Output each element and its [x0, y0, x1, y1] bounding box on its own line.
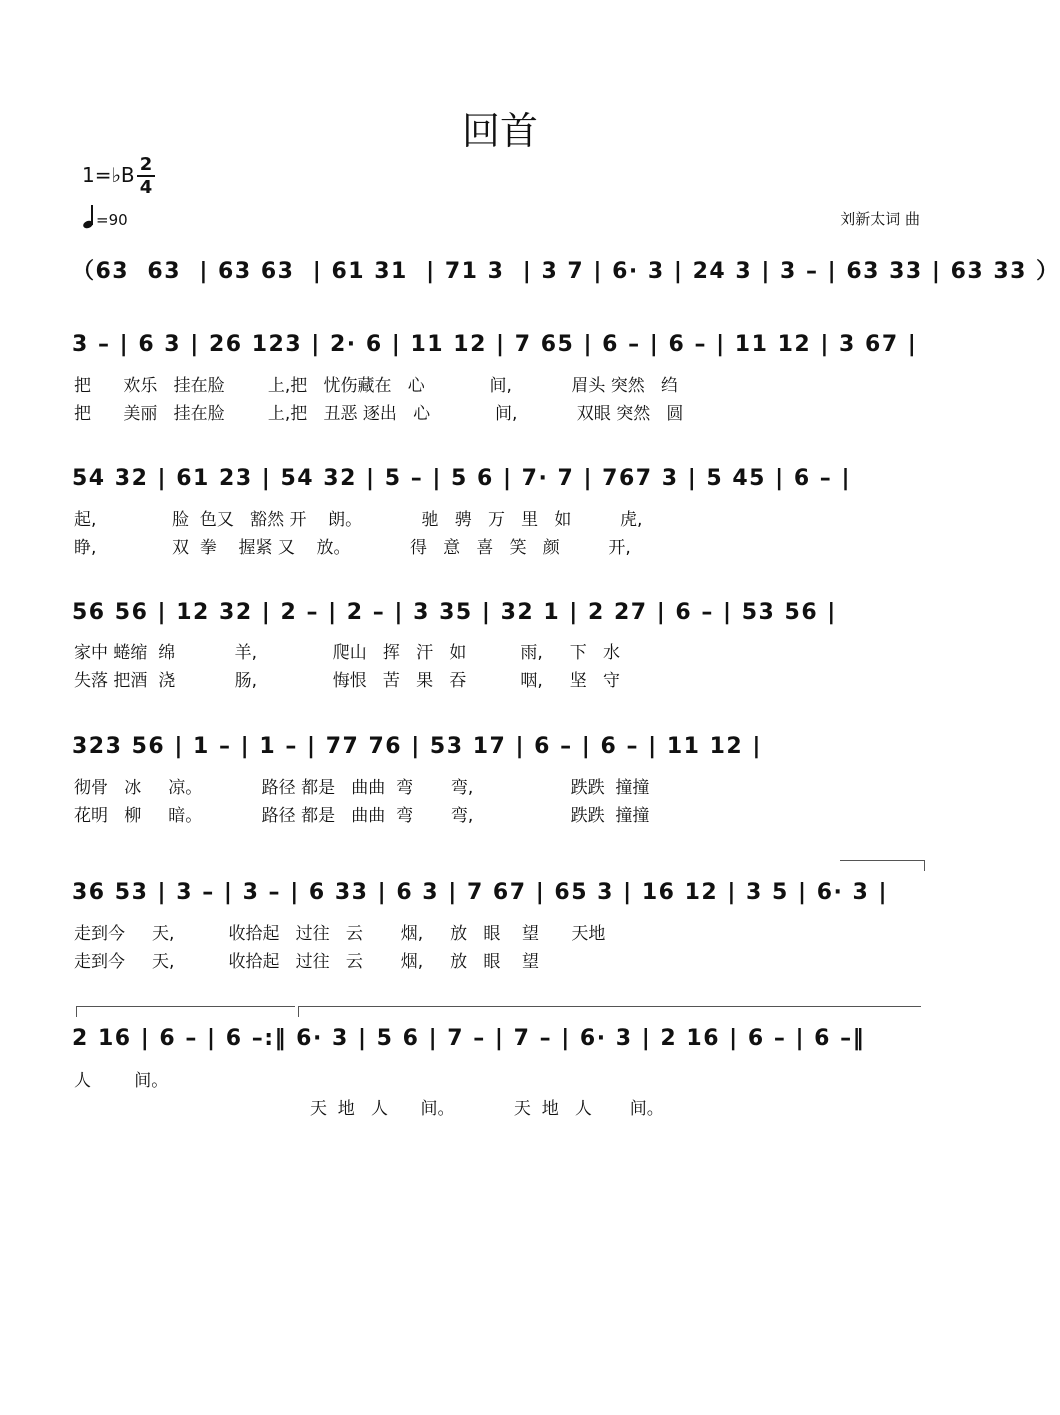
- lyric-verse-1: 家中 蜷缩 绵 羊, 爬山 挥 汗 如 雨, 下 水: [74, 643, 621, 663]
- score-line-1: 3 – | 6 3 | 26 123 | 2· 6 | 11 12 | 7 65 | 6 – | 6 – | 11 12 | 3 67 |: [72, 332, 918, 357]
- tempo-value: =90: [96, 211, 128, 229]
- score-line-5: 36 53 | 3 – | 3 – | 6 33 | 6 3 | 7 67 | 65 3 | 16 12 | 3 5 | 6· 3 |: [72, 880, 889, 905]
- score-line-intro: （63 63 | 63 63 | 61 31 | 71 3 | 3 7 | 6· 3 | 24 3 | 3 – | 63 33 | 63 33 ）: [72, 259, 1060, 284]
- lyric-verse-1: 人 间。: [74, 1071, 169, 1091]
- lyric-verse-1: 把 欢乐 挂在脸 上,把 忧伤藏在 心 间, 眉头 突然 绉: [74, 376, 678, 396]
- lyric-verse-2: 花明 柳 暗。 路径 都是 曲曲 弯 弯, 跌跌 撞撞: [74, 806, 650, 826]
- lyric-verse-2: 把 美丽 挂在脸 上,把 丑恶 逐出 心 间, 双眼 突然 圆: [74, 404, 684, 424]
- score-line-3: 56 56 | 12 32 | 2 – | 2 – | 3 35 | 32 1 | 2 27 | 6 – | 53 56 |: [72, 600, 837, 625]
- lyric-verse-2: 失落 把酒 浇 肠, 悔恨 苦 果 吞 咽, 坚 守: [74, 671, 621, 691]
- quarter-note-icon: [82, 205, 94, 229]
- composer-credit: 刘新太词 曲: [840, 210, 920, 228]
- volta-bracket-1-end: [76, 1006, 295, 1017]
- page-title: 回首: [461, 109, 538, 153]
- score-line-4: 323 56 | 1 – | 1 – | 77 76 | 53 17 | 6 – | 6 – | 11 12 |: [72, 734, 762, 759]
- lyric-ending: 天 地 人 间。 天 地 人 间。: [310, 1099, 664, 1119]
- score-line-6: 2 16 | 6 – | 6 –:‖ 6· 3 | 5 6 | 7 – | 7 – | 6· 3 | 2 16 | 6 – | 6 –‖: [72, 1026, 866, 1051]
- time-signature-bottom: 4: [139, 177, 153, 198]
- tempo-marking: [82, 205, 128, 229]
- key-signature: 1=♭B: [82, 163, 135, 187]
- time-signature-top: 2: [139, 154, 153, 175]
- volta-bracket-2: [298, 1006, 921, 1017]
- lyric-verse-1: 起, 脸 色又 豁然 开 朗。 驰 骋 万 里 如 虎,: [74, 510, 643, 530]
- lyric-verse-1: 彻骨 冰 凉。 路径 都是 曲曲 弯 弯, 跌跌 撞撞: [74, 778, 650, 798]
- score-line-2: 54 32 | 61 23 | 54 32 | 5 – | 5 6 | 7· 7 | 767 3 | 5 45 | 6 – |: [72, 466, 852, 491]
- lyric-verse-2: 走到今 天, 收拾起 过往 云 烟, 放 眼 望: [74, 952, 539, 972]
- lyric-verse-1: 走到今 天, 收拾起 过往 云 烟, 放 眼 望 天地: [74, 924, 606, 944]
- lyric-verse-2: 睁, 双 拳 握紧 又 放。 得 意 喜 笑 颜 开,: [74, 538, 631, 558]
- volta-bracket-1: [840, 860, 925, 871]
